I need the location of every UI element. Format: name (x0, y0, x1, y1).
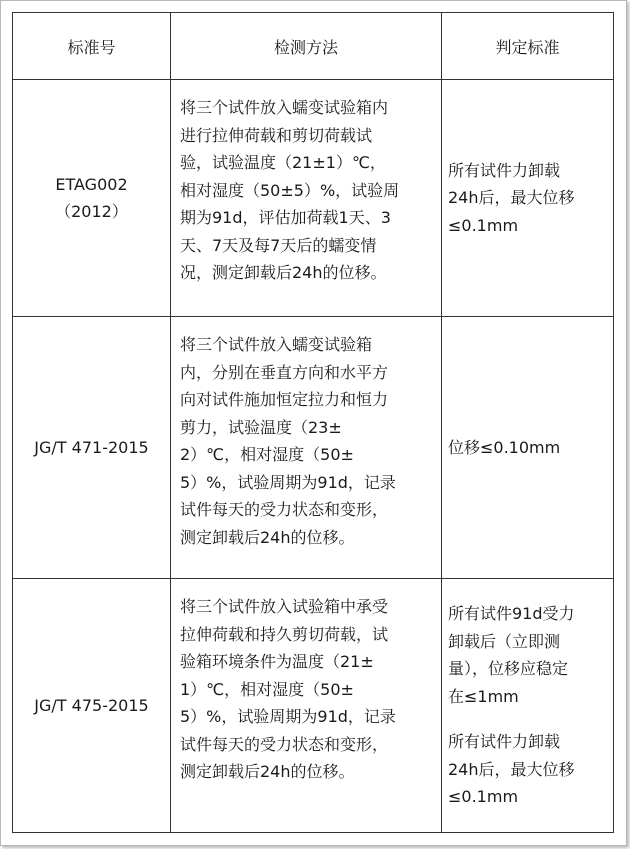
test-method-cell (171, 579, 442, 833)
standard-no-cell (13, 579, 171, 833)
criteria-block (448, 157, 607, 240)
method-line: 拉伸荷载和持久剪切荷载，试 (180, 624, 389, 644)
criteria-line: 位移≤0.10mm (448, 437, 561, 457)
criteria-block (448, 434, 607, 462)
method-line: 期为91d，评估加荷载1天、3 (180, 208, 391, 227)
header-test-method: 检测方法 (171, 13, 442, 80)
test-method-cell (171, 80, 442, 317)
standard-no-cell (13, 80, 171, 317)
table-row (13, 317, 614, 579)
header-row (13, 13, 614, 80)
criteria-line: 所有试件力卸载 (448, 732, 561, 752)
criteria-block (448, 728, 607, 811)
criteria-line: ≤0.1mm (448, 787, 519, 807)
criteria-block (448, 600, 607, 710)
method-line: 将三个试件放入蠕变试验箱内 (180, 98, 389, 117)
table-row (13, 579, 614, 833)
header-standard-no: 标准号 (13, 13, 171, 80)
standard-no-cell (13, 317, 171, 579)
method-line: 剪力，试验温度（23± (180, 417, 342, 437)
method-line: 天、7天及每7天后的蠕变情 (180, 235, 377, 255)
method-line: 试件每天的受力状态和变形， (180, 500, 389, 519)
criteria-line: 所有试件91d受力 (448, 604, 575, 624)
method-line: 况，测定卸载后24h的位移。 (180, 263, 387, 282)
criteria-line: ≤0.1mm (448, 215, 519, 235)
method-line: 1）℃，相对湿度（50± (180, 679, 354, 699)
method-line: 将三个试件放入试验箱中承受 (180, 597, 389, 616)
method-line: 内，分别在垂直方向和水平方 (180, 362, 389, 382)
method-line: 相对湿度（50±5）%，试验周 (180, 180, 400, 200)
method-line: 将三个试件放入蠕变试验箱 (180, 335, 373, 354)
method-line: 2）℃，相对湿度（50± (180, 445, 354, 464)
method-line: 5）%，试验周期为91d，记录 (180, 707, 396, 726)
method-line: 验箱环境条件为温度（21± (180, 652, 374, 671)
standards-table (12, 12, 614, 833)
standard-no-line: ETAG002 (55, 175, 128, 194)
criteria-cell (442, 80, 614, 317)
criteria-line: 量），位移应稳定 (448, 659, 569, 679)
method-line: 进行拉伸荷载和剪切荷载试 (180, 125, 373, 145)
method-line: 向对试件施加恒定拉力和恒力 (180, 390, 389, 409)
header-criteria: 判定标准 (442, 13, 614, 80)
method-line: 验，试验温度（21±1）℃， (180, 153, 386, 172)
criteria-cell (442, 579, 614, 833)
method-line: 5）%，试验周期为91d，记录 (180, 472, 396, 492)
method-line: 测定卸载后24h的位移。 (180, 527, 355, 547)
criteria-cell (442, 317, 614, 579)
criteria-line: 24h后，最大位移 (448, 759, 575, 779)
test-method-cell (171, 317, 442, 579)
criteria-line: 卸载后（立即测 (448, 631, 561, 651)
method-line: 试件每天的受力状态和变形， (180, 734, 389, 754)
standard-no-line: JG/T 475-2015 (34, 696, 149, 715)
standard-no-line: （2012） (55, 202, 128, 221)
criteria-line: 所有试件力卸载 (448, 160, 561, 180)
standard-no-line: JG/T 471-2015 (34, 438, 149, 457)
criteria-line: 在≤1mm (448, 686, 519, 706)
method-line: 测定卸载后24h的位移。 (180, 762, 355, 781)
criteria-line: 24h后，最大位移 (448, 188, 575, 208)
table-row (13, 80, 614, 317)
